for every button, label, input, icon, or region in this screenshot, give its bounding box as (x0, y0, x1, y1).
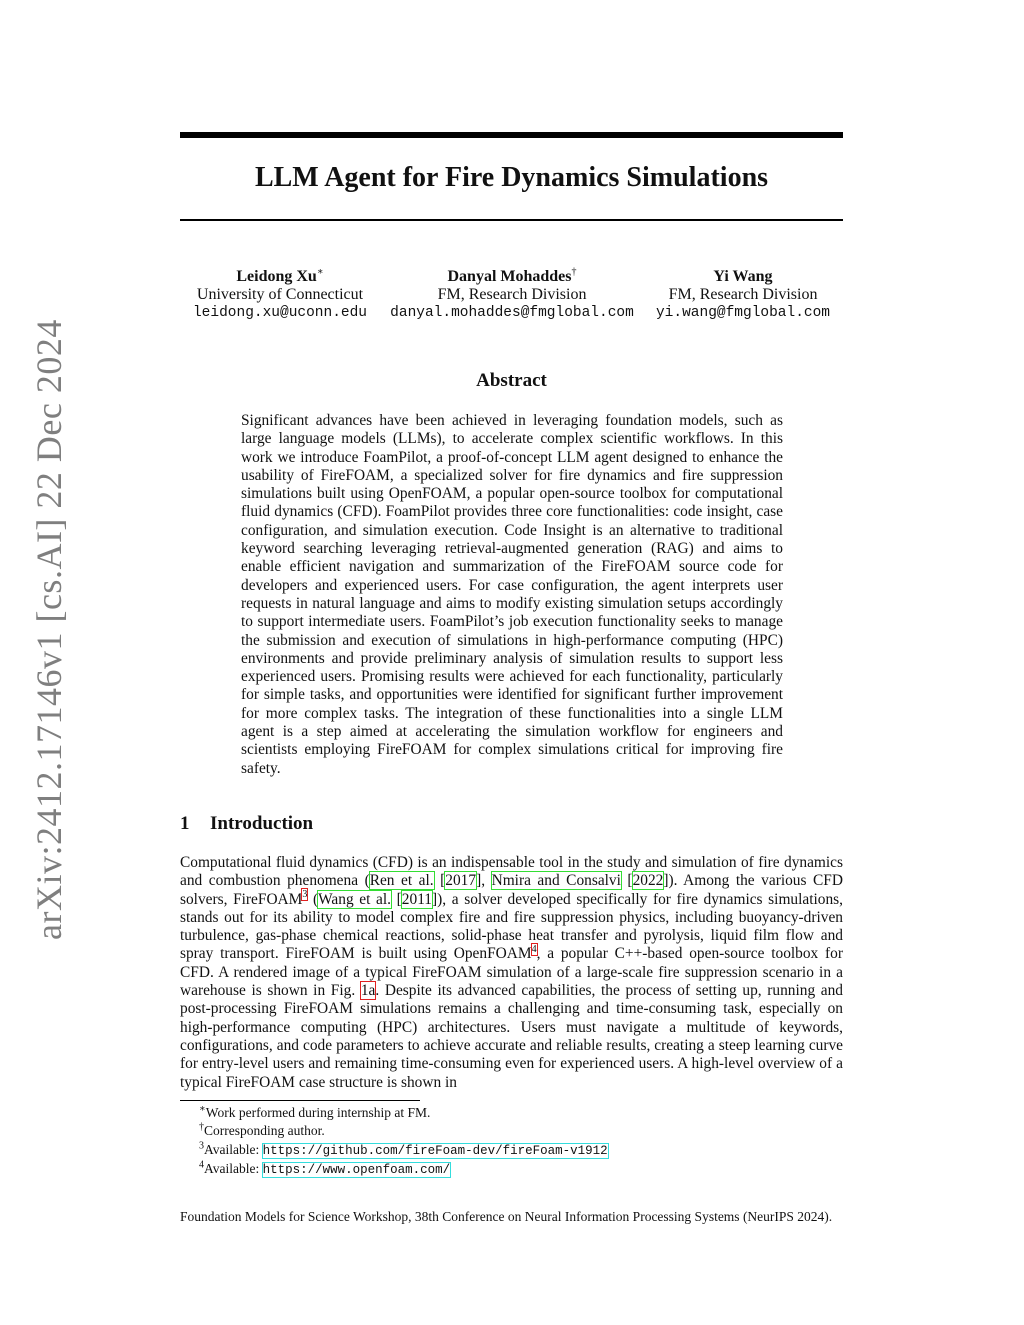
section-title: Introduction (210, 813, 314, 834)
author-name: Leidong Xu∗ (236, 266, 324, 285)
figure-link[interactable]: 1a (360, 982, 376, 1000)
footnote-link[interactable]: 3 (302, 889, 308, 901)
footnote-url-link[interactable]: https://www.openfoam.com/ (262, 1163, 451, 1178)
author-affiliation: University of Connecticut (196, 286, 364, 303)
introduction-paragraph: Computational fluid dynamics (CFD) is an indispensable tool in the study and simulation of fire dynamics and combustion phenomena (Ren et al. [2017], Nmira and Consalvi [2022]). Among the various CFD solvers, FireFOAM$^3$ (Wang et al. [2011]), a solver developed specifically for fire dynamics simulations, stands out for its ability to model complex fire and fire suppression physics, including buoyancy-driven turbulence, gas-phase chemical reactions, solid-phase heat transfer and pyrolysis, liquid film flow and spray transport. FireFOAM is built using OpenFOAM$^4$, a popular C++-based open-source toolbox for CFD. A rendered image of a typical FireFOAM simulation of a large-scale fire suppression scenario in a warehouse is shown in Fig. 1a. Despite its advanced capabilities, the process of setting up, running and post-processing FireFOAM simulations remains a challenging and time-consuming task, especially on high-performance computing (HPC) architectures. Users must navigate a multitude of keywords, configurations, and code parameters to achieve accurate and reliable results, creating a steep learning curve for entry-level users and remaining time-consuming even for experienced users. A high-level overview of a typical FireFOAM case structure is shown in (180, 854, 844, 1091)
footnote: ∗Work performed during internship at FM. (199, 1103, 431, 1120)
title-rule-top (180, 132, 843, 138)
abstract-heading: Abstract (476, 370, 547, 391)
footnote-url-link[interactable]: https://github.com/fireFoam-dev/fireFoam-v1912 (262, 1143, 608, 1158)
abstract-text: Significant advances have been achieved in leveraging foundation models, such as large language models (LLMs), to accelerate complex scientific workflows. In this work we introduce FoamPilot, a proof-of-concept LLM agent designed to enhance the usability of FireFOAM, a specialized solver for fire dynamics and fire suppression simulations built using OpenFOAM, a popular open-source toolbox for computational fluid dynamics (CFD). FoamPilot provides three core functionalities: code insight, case configuration, and simulation execution. Code Insight is an alternative to traditional keyword searching leveraging retrieval-augmented generation (RAG) and aims to enable efficient navigation and summarization of the FireFOAM source code for developers and experienced users. For case configuration, the agent interprets user requests in natural language and aims to modify existing simulation setups accordingly to support intermediate users. FoamPilot’s job execution functionality seeks to manage the submission and execution of simulations in high-performance computing (HPC) environments and provide preliminary analysis of simulation results to support less experienced users. Promising results were achieved for each functionality, particularly for simple tasks, and opportunities were identified for significant further improvement for more complex tasks. The integration of these functionalities into a single LLM agent is a step aimed at accelerating the simulation workflow for engineers and scientists employing FireFOAM for complex simulations critical for improving fire safety. (241, 412, 783, 777)
citation-link[interactable]: Wang et al. (318, 890, 392, 908)
author-email[interactable]: leidong.xu@uconn.edu (192, 305, 368, 321)
citation-link[interactable]: 2022 (632, 872, 664, 890)
author-name: Yi Wang (713, 268, 773, 285)
venue-note: Foundation Models for Science Workshop, 38th Conference on Neural Information Processing Systems (NeurIPS 2024). (180, 1209, 833, 1224)
footnote-rule (180, 1100, 420, 1101)
citation-link[interactable]: 2017 (445, 872, 477, 890)
arxiv-identifier: arXiv:2412.17146v1 [cs.AI] 22 Dec 2024 (29, 319, 69, 940)
author-block (382, 268, 642, 322)
author-email[interactable]: yi.wang@fmglobal.com (655, 305, 831, 321)
citation-link[interactable]: 2011 (401, 890, 433, 908)
author-affiliation: FM, Research Division (437, 286, 587, 303)
section-heading-introduction (180, 813, 313, 835)
author-block (186, 268, 374, 322)
footnotes (199, 1104, 608, 1180)
author-name: Danyal Mohaddes† (447, 266, 577, 285)
author-affiliation: FM, Research Division (668, 286, 818, 303)
author-email[interactable]: danyal.mohaddes@fmglobal.com (390, 305, 634, 321)
author-block (648, 268, 838, 322)
section-number: 1 (180, 813, 190, 834)
footnote: †Corresponding author. (199, 1121, 325, 1139)
citation-link[interactable]: Ren et al. (369, 872, 434, 890)
footnote: $^3$Available: https://github.com/fireFoam-dev/fireFoam-v1912 (199, 1140, 608, 1158)
title-rule-bottom (180, 219, 843, 221)
citation-link[interactable]: Nmira and Consalvi (491, 872, 621, 890)
paper-title: LLM Agent for Fire Dynamics Simulations (254, 162, 769, 193)
footnote-link[interactable]: 4 (531, 944, 537, 956)
footnote: $^4$Available: https://www.openfoam.com/ (199, 1159, 451, 1178)
